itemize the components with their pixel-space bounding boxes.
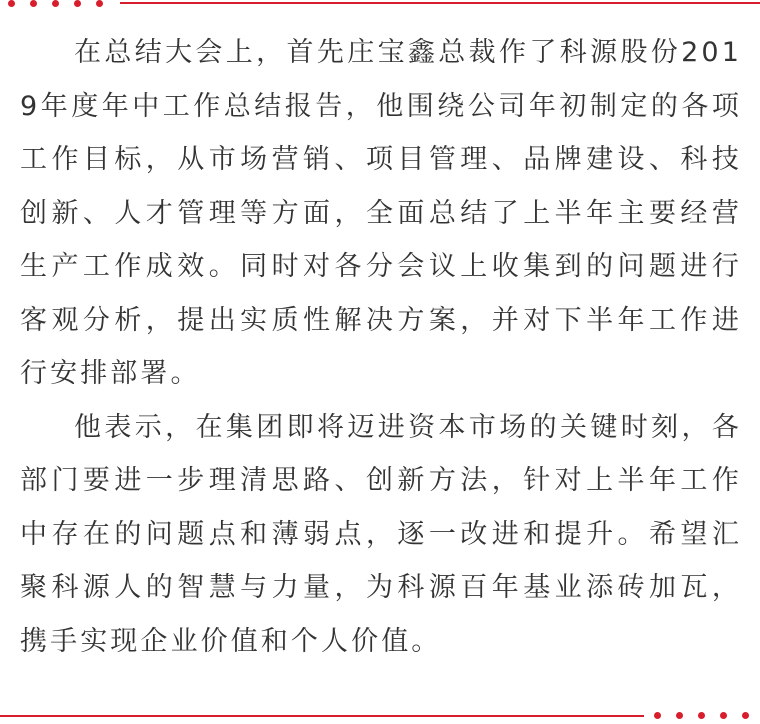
border-dot <box>96 0 103 7</box>
border-dot <box>30 0 37 7</box>
paragraph-2: 他表示，在集团即将迈进资本市场的关键时刻，各部门要进一步理清思路、创新方法，针对上半年工作中存在的问题点和薄弱点，逐一改进和提升。希望汇聚科源人的智慧与力量，为科源百年基业添砖加瓦，携手实现企业价值和个人价值。 <box>20 411 742 657</box>
border-dot <box>676 712 683 719</box>
bottom-decorative-border <box>0 712 760 720</box>
paragraph-1: 在总结大会上，首先庄宝鑫总裁作了科源股份2019年度年中工作总结报告，他围绕公司年初制定的各项工作目标，从市场营销、项目管理、品牌建设、科技创新、人才管理等方面，全面总结了上半年主要经营生产工作成效。同时对各分会议上收集到的问题进行客观分析，提出实质性解决方案，并对下半年工作进行安排部署。 <box>20 37 742 389</box>
border-dot <box>698 712 705 719</box>
border-line <box>120 2 760 4</box>
border-dot <box>720 712 727 719</box>
top-decorative-border <box>0 0 760 8</box>
border-dot <box>74 0 81 7</box>
border-dot <box>742 712 749 719</box>
article-body <box>20 26 742 668</box>
border-dot <box>654 712 661 719</box>
border-dot <box>8 0 15 7</box>
border-line <box>0 715 644 717</box>
border-dot <box>52 0 59 7</box>
